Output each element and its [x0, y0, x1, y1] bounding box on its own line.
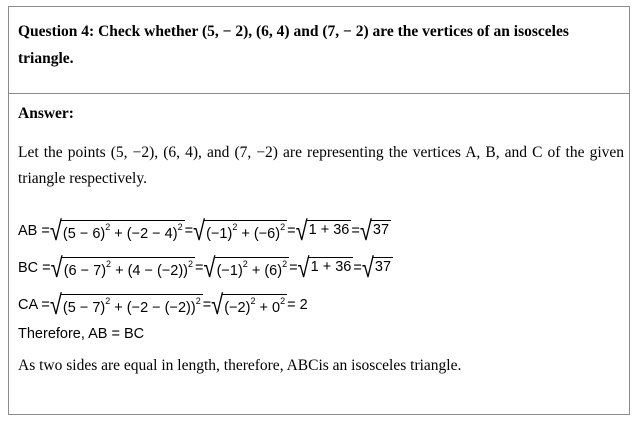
- question-text: Question 4: Check whether (5, − 2), (6, 4) and (7, − 2) are the vertices of an isosceles triangle.: [18, 23, 569, 67]
- bc-result: 37: [373, 257, 393, 279]
- ca-label: CA =: [18, 296, 50, 313]
- ab-sqrt-2: √ $(-1)^2 + (-6)^2$: [193, 214, 286, 246]
- equals-sign: =: [202, 296, 212, 313]
- bc-sqrt-1: √ $(6 - 7)^2 + (4 - (-2))^2$: [50, 251, 194, 283]
- exponent: 2: [280, 221, 286, 232]
- exponent: 2: [232, 221, 238, 232]
- ca-term-2: (−2 − (−2)): [126, 299, 196, 316]
- ab-term-5: 1 + 36: [307, 220, 352, 242]
- bc-term-5: 1 + 36: [309, 257, 354, 279]
- exponent: 2: [195, 295, 201, 306]
- bc-sqrt-4: √ 37: [361, 251, 392, 283]
- ab-term-3: (−1): [206, 225, 233, 242]
- ca-term-1: (5 − 7): [62, 299, 106, 316]
- plus-sign: +: [110, 299, 127, 316]
- ab-label: AB =: [18, 222, 50, 239]
- bc-term-4: (6): [264, 262, 283, 279]
- ca-sqrt-2: √ $(-2)^2 + 0^2$: [211, 288, 286, 320]
- exponent: 2: [105, 295, 111, 306]
- conclusion-text: As two sides are equal in length, therefore, ABCis an isosceles triangle.: [18, 357, 462, 374]
- exponent: 2: [280, 295, 286, 306]
- exponent: 2: [105, 221, 111, 232]
- answer-intro: Let the points (5, −2), (6, 4), and (7, −2) are representing the vertices A, B, and C of the given triangle respectively.: [18, 144, 624, 187]
- ab-term-1: (5 − 6): [62, 225, 106, 242]
- plus-sign: +: [110, 225, 127, 242]
- answer-heading: Answer:: [18, 105, 74, 122]
- ca-line: [18, 286, 393, 323]
- question-box: [8, 6, 630, 94]
- exponent: 2: [188, 258, 194, 269]
- bc-sqrt-2: √ $(-1)^2 + (6)^2$: [203, 251, 288, 283]
- exponent: 2: [177, 221, 183, 232]
- equals-sign: =: [289, 259, 298, 276]
- exponent: 2: [250, 295, 256, 306]
- plus-sign: +: [247, 262, 265, 279]
- bc-label: BC =: [18, 259, 51, 276]
- ab-result: 37: [371, 220, 391, 242]
- ca-sqrt-1: √ $(5 - 7)^2 + (-2 - (-2))^2$: [49, 288, 201, 320]
- equals-sign: =: [184, 222, 194, 239]
- equals-sign: =: [353, 259, 362, 276]
- ab-term-4: (−6): [253, 225, 281, 242]
- ab-line: [18, 212, 393, 249]
- ab-sqrt-1: √ $(5 - 6)^2 + (-2 - 4)^2$: [49, 214, 183, 246]
- equals-sign: =: [351, 222, 360, 239]
- equals-sign: =: [287, 222, 296, 239]
- ca-term-3: (−2): [224, 299, 251, 316]
- bc-line: [18, 249, 393, 286]
- ab-sqrt-3: √ 1 + 36: [295, 214, 350, 246]
- working-steps: [18, 212, 393, 345]
- answer-box: [8, 93, 630, 415]
- therefore-line: Therefore, AB = BC: [18, 326, 145, 342]
- plus-sign: +: [237, 225, 254, 242]
- plus-sign: +: [111, 262, 128, 279]
- bc-term-1: (6 − 7): [63, 262, 107, 279]
- ab-sqrt-4: √ 37: [359, 214, 390, 246]
- ca-result: = 2: [287, 296, 308, 313]
- exponent: 2: [106, 258, 112, 269]
- exponent: 2: [282, 258, 288, 269]
- equals-sign: =: [195, 259, 204, 276]
- plus-zero: + 0: [255, 299, 281, 316]
- bc-term-2: (4 − (−2)): [127, 262, 189, 279]
- bc-sqrt-3: √ 1 + 36: [297, 251, 352, 283]
- bc-term-3: (−1): [216, 262, 243, 279]
- ab-term-2: (−2 − 4): [126, 225, 178, 242]
- exponent: 2: [242, 258, 248, 269]
